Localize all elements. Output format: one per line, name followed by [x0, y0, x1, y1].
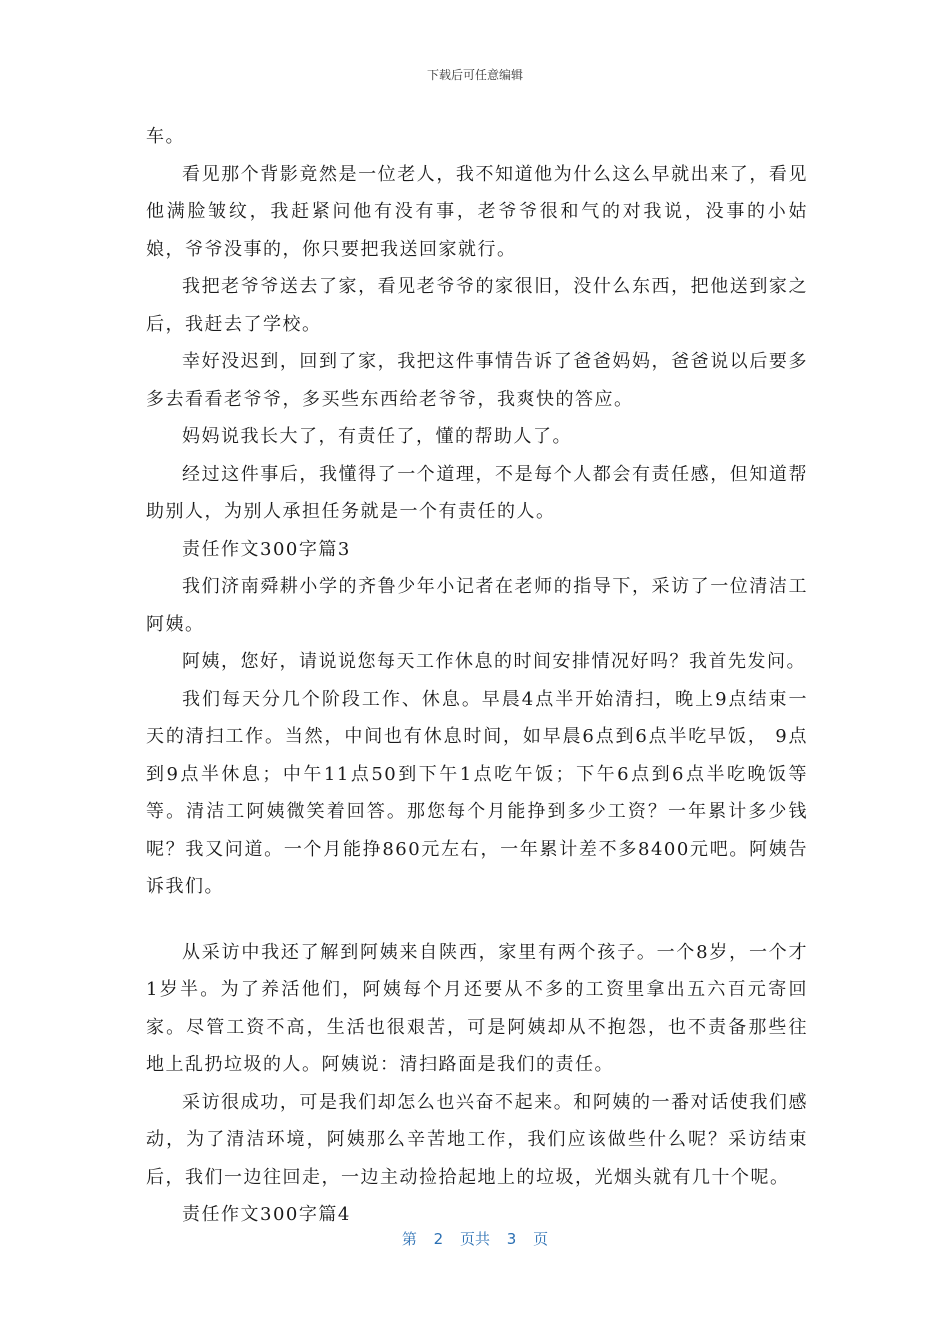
paragraph: 采访很成功，可是我们却怎么也兴奋不起来。和阿姨的一番对话使我们感动，为了清洁环境，阿姨那么辛苦地工作，我们应该做些什么呢？采访结束后，我们一边往回走，一边主动捡拾起地上的垃圾，光烟头就有几十个呢。 [146, 1091, 808, 1188]
paragraph-spacer [146, 906, 808, 934]
paragraph: 我把老爷爷送去了家，看见老爷爷的家很旧，没什么东西，把他送到家之后，我赶去了学校。 [146, 276, 808, 335]
paragraph: 幸好没迟到，回到了家，我把这件事情告诉了爸爸妈妈，爸爸说以后要多多去看看老爷爷，多买些东西给老爷爷，我爽快的答应。 [146, 351, 808, 410]
paragraph: 阿姨，您好，请说说您每天工作休息的时间安排情况好吗？我首先发问。 [182, 651, 806, 672]
document-body [146, 118, 808, 1234]
footer-total-pages: 3 [506, 1230, 517, 1248]
paragraph: 经过这件事后，我懂得了一个道理，不是每个人都会有责任感，但知道帮助别人，为别人承担任务就是一个有责任的人。 [146, 463, 808, 522]
paragraph: 我们每天分几个阶段工作、休息。早晨4点半开始清扫，晚上9点结束一天的清扫工作。当然，中间也有休息时间，如早晨6点到6点半吃早饭， 9点到9点半休息；中午11点50到下午1点吃午饭；下午6点到6点半吃晚饭等等。清洁工阿姨微笑着回答。那您每个月能挣到多少工资？一年累计多少钱呢？我又问道。一个月能挣860元左右，一年累计差不多8400元吧。阿姨告诉我们。 [146, 688, 808, 897]
section-heading: 责任作文300字篇3 [182, 538, 351, 560]
footer-page-label: 第 [401, 1230, 417, 1248]
page-header [0, 66, 950, 83]
paragraph: 妈妈说我长大了，有责任了，懂的帮助人了。 [182, 426, 572, 447]
footer-of-label: 页共 [459, 1230, 490, 1248]
header-text: 下载后可任意编辑 [426, 68, 523, 82]
page-footer [0, 1228, 950, 1249]
section-heading: 责任作文300字篇4 [182, 1204, 351, 1225]
footer-page-number: 2 [433, 1230, 444, 1248]
footer-suffix: 页 [533, 1230, 549, 1248]
paragraph: 看见那个背影竟然是一位老人，我不知道他为什么这么早就出来了，看见他满脸皱纹，我赶紧问他有没有事，老爷爷很和气的对我说，没事的小姑娘，爷爷没事的，你只要把我送回家就行。 [146, 163, 808, 260]
paragraph: 我们济南舜耕小学的齐鲁少年小记者在老师的指导下，采访了一位清洁工阿姨。 [146, 576, 808, 635]
paragraph: 从采访中我还了解到阿姨来自陕西，家里有两个孩子。一个8岁，一个才1岁半。为了养活他们，阿姨每个月还要从不多的工资里拿出五六百元寄回家。尽管工资不高，生活也很艰苦，可是阿姨却从不抱怨，也不责备那些往地上乱扔垃圾的人。阿姨说：清扫路面是我们的责任。 [146, 941, 808, 1075]
paragraph: 车。 [146, 126, 185, 147]
